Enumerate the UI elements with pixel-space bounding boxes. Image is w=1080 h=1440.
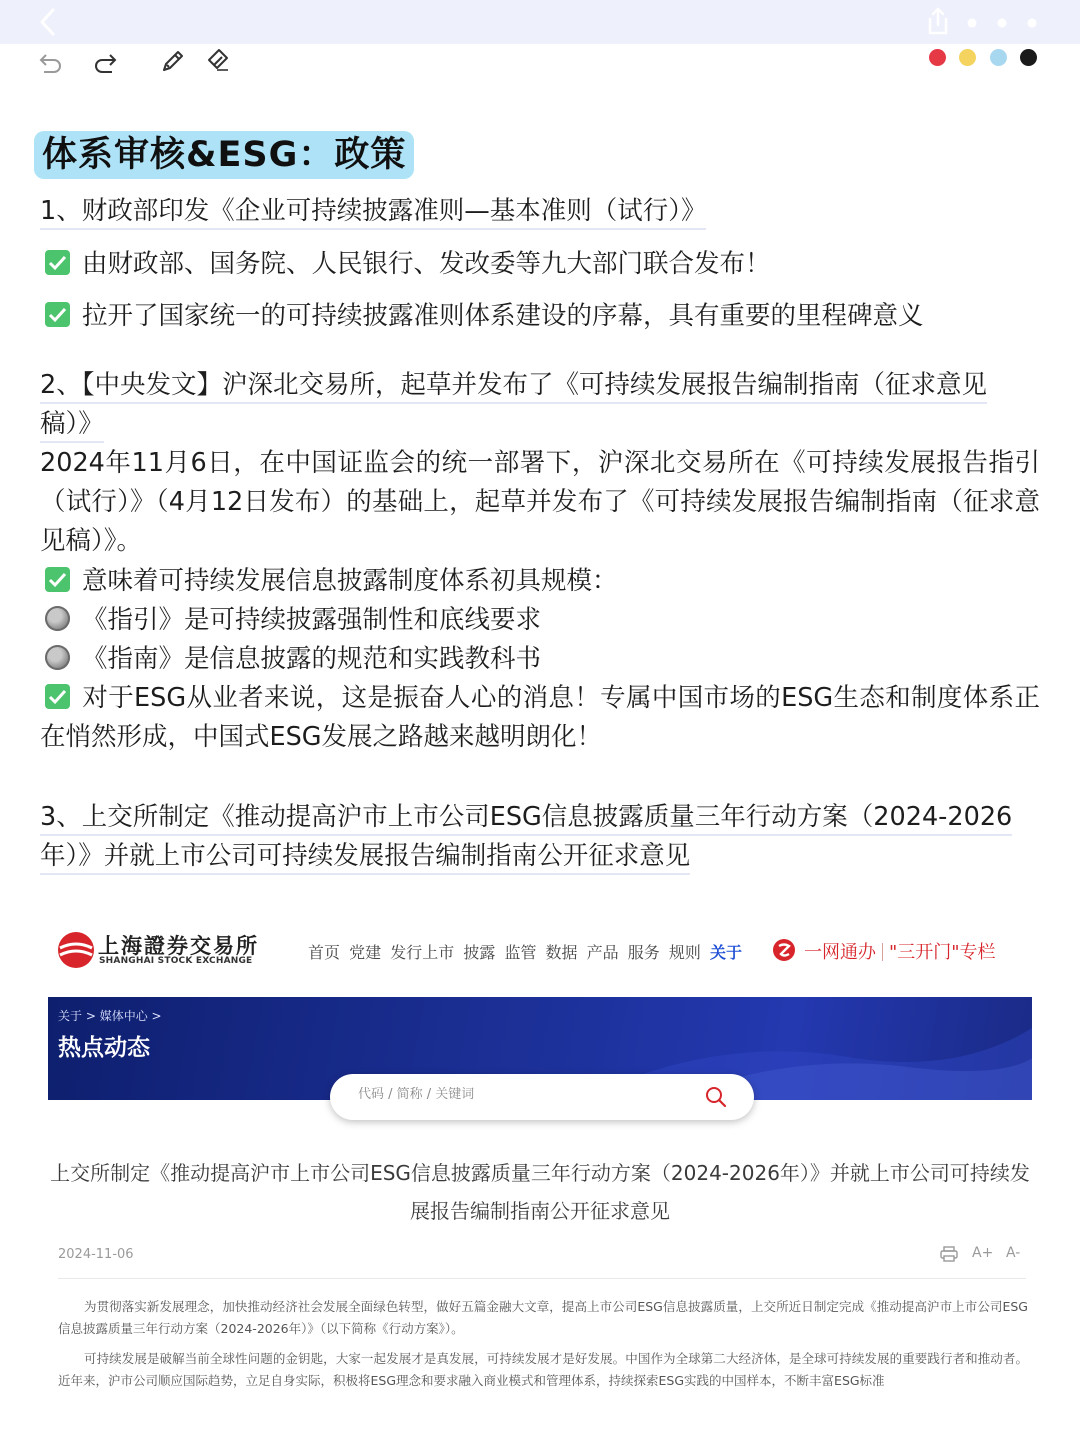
- section-3-heading: 3、上交所制定《推动提高沪市上市公司ESG信息披露质量三年行动方案（2024-2026: [40, 798, 1012, 837]
- redo-icon[interactable]: [92, 48, 122, 78]
- section-1-bullet-2: 拉开了国家统一的可持续披露准则体系建设的序幕，具有重要的里程碑意义: [40, 297, 924, 336]
- article-paragraph-1: 为贯彻落实新发展理念，加快推动经济社会发展全面绿色转型，做好五篇金融大文章，提高上市公司ESG信息披露质量，上交所近日制定完成《推动提高沪市上市公司ESG信息披露质量三年行动方案（2024-2026年）》（以下简称《行动方案》）。: [58, 1299, 1028, 1336]
- title-highlight: [34, 131, 414, 179]
- page-title: 体系审核&ESG：政策: [42, 135, 407, 175]
- article-date: 2024-11-06: [58, 1247, 134, 1262]
- section-1-bullet-1: 由财政部、国务院、人民银行、发改委等九大部门联合发布！: [40, 245, 771, 284]
- nav-item[interactable]: 服务: [627, 943, 660, 962]
- section-2-paragraph: 2024年11月6日，在中国证监会的统一部署下，沪深北交易所在《可持续发展报告指引（试行）》（4月12日发布）的基础上，起草并发布了《可持续发展报告编制指南（征求意见稿）》。: [40, 448, 1040, 556]
- site-nav: [308, 940, 746, 963]
- nav-item-active[interactable]: 关于: [709, 943, 742, 962]
- nav-item[interactable]: 产品: [586, 943, 619, 962]
- article-title: 上交所制定《推动提高沪市上市公司ESG信息披露质量三年行动方案（2024-2026年）》并就上市公司可持续发展报告编制指南公开征求意见: [50, 1161, 1030, 1223]
- share-icon[interactable]: [924, 6, 952, 36]
- section-2-heading: 2、【中央发文】沪深北交易所，起草并发布了《可持续发展报告编制指南（征求意见: [40, 366, 987, 405]
- search-box: [330, 1074, 754, 1120]
- section-2-check-2: 对于ESG从业者来说，这是振奋人心的消息！专属中国市场的ESG生态和制度体系正在悄然形成，中国式ESG发展之路越来越明朗化！: [40, 683, 1040, 752]
- divider: [58, 1278, 1026, 1279]
- search-icon[interactable]: [704, 1085, 728, 1109]
- color-swatch-yellow[interactable]: [959, 49, 976, 66]
- sankai-link[interactable]: "三开门"专栏: [889, 942, 996, 963]
- search-input[interactable]: [358, 1087, 678, 1102]
- quick-links: [804, 938, 996, 964]
- nav-item[interactable]: 披露: [463, 943, 496, 962]
- color-swatch-blue[interactable]: [990, 49, 1007, 66]
- font-larger-button[interactable]: A+: [972, 1245, 994, 1261]
- breadcrumb: 关于 > 媒体中心 >: [58, 1009, 162, 1023]
- top-bar: [0, 0, 1080, 44]
- check-icon: [45, 302, 70, 327]
- more-icon[interactable]: [966, 18, 1046, 28]
- undo-icon[interactable]: [34, 48, 64, 78]
- nav-item[interactable]: 党建: [349, 943, 382, 962]
- font-smaller-button[interactable]: A-: [1006, 1245, 1021, 1261]
- yiwang-icon: [771, 937, 797, 963]
- check-icon: [45, 684, 70, 709]
- article-tools: [940, 1245, 1030, 1265]
- edit-toolbar: [0, 44, 1080, 80]
- sse-logo-text: 上海證券交易所: [98, 933, 259, 958]
- sse-logo-icon: [56, 930, 96, 970]
- breadcrumb-item[interactable]: 媒体中心: [99, 1009, 148, 1023]
- section-3-heading-cont: 年）》并就上市公司可持续发展报告编制指南公开征求意见: [40, 837, 690, 876]
- breadcrumb-item[interactable]: 关于: [58, 1009, 83, 1023]
- color-swatch-red[interactable]: [929, 49, 946, 66]
- section-2-radio-2: 《指南》是信息披露的规范和实践教科书: [40, 640, 541, 679]
- nav-item[interactable]: 首页: [308, 943, 341, 962]
- section-2-check-1: 意味着可持续发展信息披露制度体系初具规模：: [40, 562, 618, 601]
- print-icon[interactable]: [940, 1246, 958, 1262]
- nav-item[interactable]: 发行上市: [390, 943, 455, 962]
- nav-item[interactable]: 规则: [668, 943, 701, 962]
- embedded-screenshot: [40, 912, 1040, 1412]
- back-icon[interactable]: [34, 6, 64, 38]
- section-2-radio-1: 《指引》是可持续披露强制性和底线要求: [40, 601, 541, 640]
- article-paragraph-2: 可持续发展是破解当前全球性问题的金钥匙，大家一起发展才是真发展，可持续发展才是好发展。中国作为全球第二大经济体，是全球可持续发展的重要践行者和推动者。近年来，沪市公司顺应国际趋势，立足自身实际，积极将ESG理念和要求融入商业模式和管理体系，持续探索ESG实践的中国样本，不断丰富ESG标准: [58, 1351, 1028, 1388]
- nav-item[interactable]: 数据: [545, 943, 578, 962]
- nav-item[interactable]: 监管: [504, 943, 537, 962]
- radio-icon: [45, 606, 70, 631]
- color-swatch-black[interactable]: [1020, 49, 1037, 66]
- sse-logo-english: SHANGHAI STOCK EXCHANGE: [99, 956, 253, 966]
- pencil-icon[interactable]: [158, 46, 188, 76]
- yiwang-link[interactable]: 一网通办: [804, 942, 876, 963]
- banner-title: 热点动态: [58, 1035, 150, 1061]
- section-2-heading-cont: 稿）》: [40, 405, 104, 444]
- check-icon: [45, 567, 70, 592]
- radio-icon: [45, 645, 70, 670]
- eraser-icon[interactable]: [203, 44, 233, 74]
- check-icon: [45, 250, 70, 275]
- section-1-heading: 1、财政部印发《企业可持续披露准则—基本准则（试行）》: [40, 192, 706, 231]
